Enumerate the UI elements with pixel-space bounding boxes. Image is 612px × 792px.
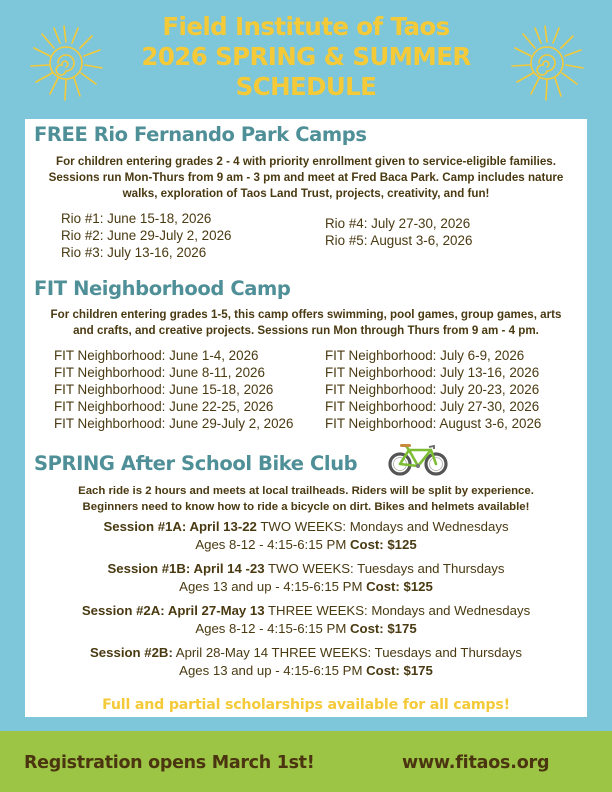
session-detail: April 28-May 14 THREE WEEKS: Tuesdays and Thursdays — [172, 645, 522, 660]
bike-session-2b — [25, 644, 587, 680]
title-line-2: 2026 SPRING & SUMMER — [141, 42, 471, 71]
fit-sessions-left — [54, 347, 293, 432]
list-item: Rio #2: June 29-July 2, 2026 — [61, 228, 232, 243]
session-ages: Ages 8-12 - 4:15-6:15 PM — [195, 537, 350, 552]
fit-heading: FIT Neighborhood Camp — [34, 277, 291, 300]
fit-description-line: For children entering grades 1-5, this camp offers swimming, pool games, group games, arts — [50, 308, 562, 321]
list-item: Rio #3: July 13-16, 2026 — [61, 245, 207, 260]
bike-heading: SPRING After School Bike Club — [34, 452, 358, 475]
bike-description — [25, 483, 587, 515]
list-item: Rio #1: June 15-18, 2026 — [61, 211, 212, 226]
session-ages: Ages 13 and up - 4:15-6:15 PM — [179, 663, 367, 678]
page-title — [100, 12, 512, 102]
bike-session-1a — [25, 518, 587, 554]
list-item: FIT Neighborhood: August 3-6, 2026 — [325, 416, 542, 431]
session-label: Session #1A: April 13-22 — [103, 519, 257, 534]
rio-description — [25, 154, 587, 202]
rio-heading: FREE Rio Fernando Park Camps — [34, 123, 367, 146]
list-item: Rio #4: July 27-30, 2026 — [325, 216, 471, 231]
fit-description — [25, 307, 587, 339]
list-item: FIT Neighborhood: July 13-16, 2026 — [325, 365, 540, 380]
list-item: FIT Neighborhood: June 29-July 2, 2026 — [54, 416, 294, 431]
list-item: FIT Neighborhood: June 15-18, 2026 — [54, 382, 274, 397]
list-item: FIT Neighborhood: July 6-9, 2026 — [325, 348, 525, 363]
list-item: FIT Neighborhood: June 8-11, 2026 — [54, 365, 265, 380]
list-item: Rio #5: August 3-6, 2026 — [325, 233, 473, 248]
title-line-3: SCHEDULE — [235, 72, 377, 101]
session-cost: Cost: $175 — [366, 663, 433, 678]
list-item: FIT Neighborhood: July 20-23, 2026 — [325, 382, 540, 397]
fit-description-line: and crafts, and creative projects. Sessions run Mon through Thurs from 9 am - 4 pm. — [73, 324, 539, 337]
sun-icon — [28, 22, 104, 104]
rio-description-line: walks, exploration of Taos Land Trust, projects, creativity, and fun! — [122, 187, 490, 200]
list-item: FIT Neighborhood: July 27-30, 2026 — [325, 399, 540, 414]
rio-description-line: For children entering grades 2 - 4 with priority enrollment given to service-eligible families. — [56, 155, 556, 168]
session-label: Session #2A: April 27-May 13 — [81, 603, 265, 618]
session-cost: Cost: $125 — [349, 537, 417, 552]
session-ages: Ages 13 and up - 4:15-6:15 PM — [179, 579, 367, 594]
session-label: Session #2B: — [90, 645, 173, 660]
bike-session-2a — [25, 602, 587, 638]
registration-note: Registration opens March 1st! — [24, 753, 315, 773]
rio-sessions-left — [61, 210, 231, 261]
footer-band — [0, 731, 612, 792]
fit-sessions-right — [325, 347, 541, 432]
bike-description-line: Each ride is 2 hours and meets at local trailheads. Riders will be split by experience. — [78, 485, 534, 497]
bicycle-icon — [387, 442, 449, 476]
session-cost: Cost: $125 — [366, 579, 433, 594]
sun-icon — [509, 22, 585, 104]
schedule-panel — [25, 119, 587, 717]
rio-description-line: Sessions run Mon-Thurs from 9 am - 3 pm and meet at Fred Baca Park. Camp includes nature — [48, 171, 564, 184]
bike-session-1b — [25, 560, 587, 596]
session-label: Session #1B: April 14 -23 — [107, 561, 265, 576]
list-item: FIT Neighborhood: June 1-4, 2026 — [54, 348, 259, 363]
session-detail: THREE WEEKS: Mondays and Wednesdays — [264, 603, 531, 618]
session-detail: TWO WEEKS: Mondays and Wednesdays — [256, 519, 509, 534]
list-item: FIT Neighborhood: June 22-25, 2026 — [54, 399, 274, 414]
session-detail: TWO WEEKS: Tuesdays and Thursdays — [264, 561, 505, 576]
scholarship-note: Full and partial scholarships available for all camps! — [102, 697, 510, 713]
rio-sessions-right — [325, 215, 472, 249]
bike-description-line: Beginners need to know how to ride a bicycle on dirt. Bikes and helmets available! — [82, 501, 530, 513]
website-link[interactable]: www.fitaos.org — [402, 753, 550, 773]
header — [0, 0, 612, 119]
session-ages: Ages 8-12 - 4:15-6:15 PM — [195, 621, 350, 636]
session-cost: Cost: $175 — [349, 621, 417, 636]
title-line-1: Field Institute of Taos — [162, 12, 450, 41]
